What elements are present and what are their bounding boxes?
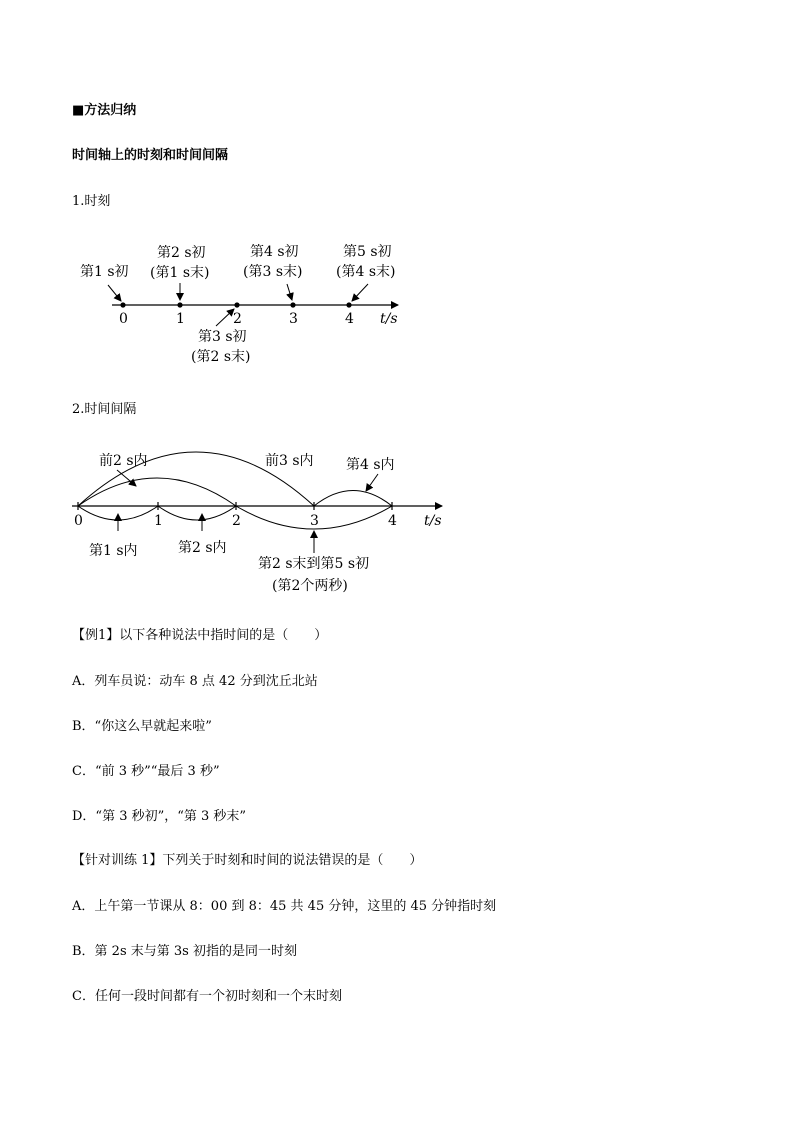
example-1-option-a: A．列车员说：动车 8 点 42 分到沈丘北站	[72, 674, 318, 689]
arc-first-2s	[78, 478, 236, 506]
tick-4: 4	[388, 513, 397, 529]
label-third-s-end: (第3 s末)	[243, 264, 303, 280]
example-1-question: 【例1】以下各种说法中指时间的是（ ）	[72, 628, 328, 643]
training-1-question: 【针对训练 1】下列关于时刻和时间的说法错误的是（ ）	[72, 853, 423, 868]
label-first-2s: 前2 s内	[99, 453, 148, 469]
arc-fourth-s	[314, 491, 392, 507]
arrow-fourth-s	[366, 474, 378, 491]
label-first-s: 第1 s内	[89, 543, 138, 559]
label-first-s-end: (第1 s末)	[150, 265, 210, 281]
tick-0: 0	[74, 513, 83, 529]
arc-second-s	[158, 506, 236, 520]
tick-3: 3	[310, 513, 319, 529]
label-span: 第2 s末到第5 s初	[258, 556, 370, 572]
axis-label: t/s	[380, 311, 398, 327]
example-1-option-b: B．“你这么早就起来啦”	[72, 719, 212, 734]
tick-0: 0	[119, 311, 128, 327]
tick-2: 2	[233, 311, 242, 327]
example-1-option-c: C．“前 3 秒”“最后 3 秒”	[72, 764, 220, 779]
tick-1: 1	[176, 311, 185, 327]
label-fourth-s: 第4 s内	[346, 457, 395, 473]
arrow-first-2s	[117, 470, 136, 486]
label-second-s-end: (第2 s末)	[191, 349, 251, 365]
part2-title: 2.时间间隔	[72, 402, 137, 417]
label-second-s: 第2 s内	[178, 540, 227, 556]
tick-4: 4	[345, 311, 354, 327]
tick-1: 1	[154, 513, 163, 529]
training-1-option-b: B．第 2s 末与第 3s 初指的是同一时刻	[72, 944, 297, 959]
example-1-option-d: D．“第 3 秒初”，“第 3 秒末”	[72, 809, 247, 824]
label-fourth-s-end: (第4 s末)	[336, 264, 396, 280]
training-1-option-c: C．任何一段时间都有一个初时刻和一个末时刻	[72, 989, 342, 1004]
training-1-option-a: A．上午第一节课从 8：00 到 8：45 共 45 分钟，这里的 45 分钟指时刻	[72, 899, 497, 914]
label-first-3s: 前3 s内	[265, 453, 314, 469]
tick-2: 2	[232, 513, 241, 529]
axis-label: t/s	[424, 513, 442, 529]
label-fifth-s-start: 第5 s初	[343, 244, 392, 260]
tick-3: 3	[289, 311, 298, 327]
label-second-s-start: 第2 s初	[157, 245, 206, 261]
section-heading: ■方法归纳	[72, 103, 137, 118]
label-span-note: (第2个两秒)	[272, 578, 348, 594]
label-fourth-s-start: 第4 s初	[250, 244, 299, 260]
subheading: 时间轴上的时刻和时间间隔	[72, 148, 229, 163]
label-third-s-start: 第3 s初	[198, 329, 247, 345]
part1-title: 1.时刻	[72, 194, 111, 209]
label-first-s-start: 第1 s初	[80, 264, 129, 280]
